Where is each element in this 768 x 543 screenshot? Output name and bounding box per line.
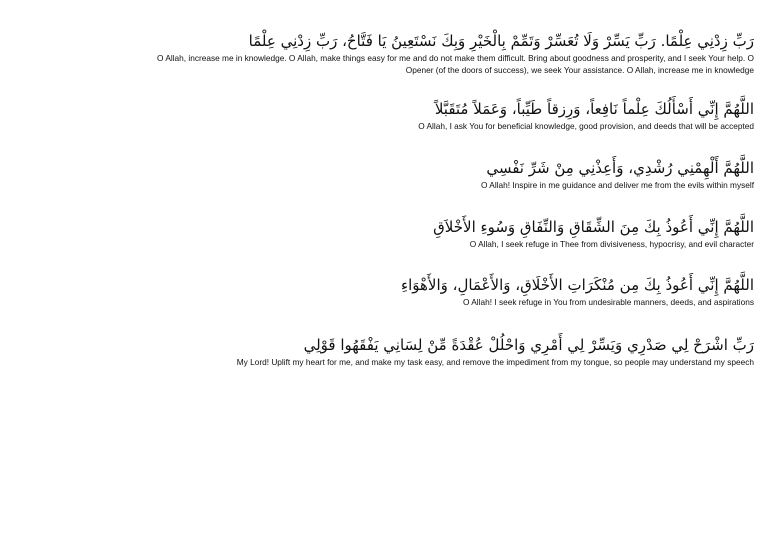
prayer-english-translation: O Allah! I seek refuge in You from undesirable manners, deeds, and aspirations	[462, 297, 754, 307]
prayer-entry	[154, 217, 754, 250]
prayer-english-translation: O Allah, I ask You for beneficial knowledge, good provision, and deeds that will be accepted	[418, 121, 754, 131]
prayer-entry	[154, 99, 754, 132]
prayer-arabic-text: اللَّهُمَّ إِنِّي أَعُوذُ بِكَ مِن مُنْكَرَاتِ الأَخْلَاقِ، وَالأَعْمَالِ، وَالأَهْوَاءِ	[401, 276, 754, 294]
prayer-entry	[154, 31, 754, 76]
prayer-arabic-text: اللَّهُمَّ أَلْهِمْنِي رُشْدِي، وَأَعِذْنِي مِنْ شَرِّ نَفْسِي	[486, 159, 754, 177]
prayer-arabic-text: رَبِّ اشْرَحْ لِي صَدْرِي وَيَسِّرْ لِي أَمْرِي وَاحْلُلْ عُقْدَةً مِّنْ لِسَانِي يَفْقَهُوا قَوْلِي	[303, 336, 754, 354]
prayer-arabic-text: رَبِّ زِدْنِي عِلْمًا. رَبِّ يَسِّرْ وَلَا تُعَسِّرْ وَتَمِّمْ بِالْخَيْرِ وَبِكَ نَسْتَعِينُ يَا فَتَّاحُ، رَبِّ زِدْنِي عِلْمًا	[248, 32, 754, 50]
prayer-entry	[154, 335, 754, 368]
prayer-english-translation: O Allah! Inspire in me guidance and deliver me from the evils within myself	[481, 180, 754, 190]
prayer-arabic-text: اللَّهُمَّ إِنِّي أَسْأَلُكَ عِلْماً نَافِعاً، وَرِزقاً طَيِّباً، وَعَمَلاً مُتَقَبَّلاً	[434, 100, 754, 118]
prayer-entry	[154, 275, 754, 308]
prayer-english-translation: O Allah, I seek refuge in Thee from divisiveness, hypocrisy, and evil character	[469, 239, 754, 249]
prayer-english-translation: My Lord! Uplift my heart for me, and make my task easy, and remove the impediment from my tongue, so people may understand my speech	[236, 357, 754, 367]
prayer-english-translation: O Allah, increase me in knowledge. O Allah, make things easy for me and do not make them difficult. Bring about goodness and prosperity, and I seek Your help. O Opener (of the doors of success), we seek Your assistance. O Allah, increase me in knowledge	[157, 53, 754, 75]
prayer-entry	[154, 158, 754, 191]
prayer-arabic-text: اللَّهُمَّ إِنِّي أَعُوذُ بِكَ مِنَ الشِّقَاقِ وَالنِّفَاقِ وَسُوءِ الأَخْلاَقِ	[433, 218, 754, 236]
